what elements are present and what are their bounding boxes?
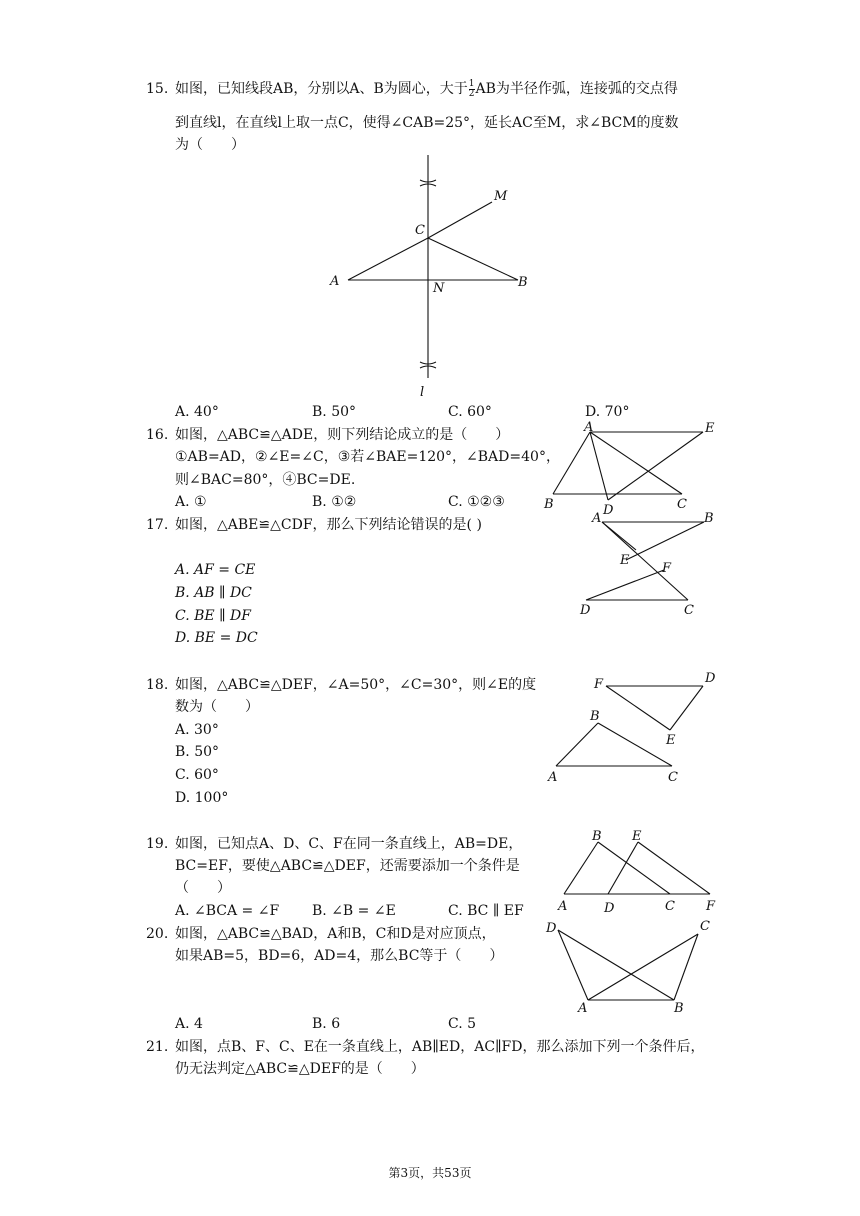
q19-number: 19. xyxy=(146,836,169,852)
q15-option-d: D. 70° xyxy=(585,404,630,420)
seg-FE xyxy=(606,686,670,730)
label-N: N xyxy=(433,281,445,296)
label-E: E xyxy=(632,829,642,844)
label-E: E xyxy=(666,733,676,748)
q18-option-c: C. 60° xyxy=(175,767,219,783)
q16-option-c: C. ①②③ xyxy=(448,494,505,510)
label-B: B xyxy=(518,275,528,290)
q15-line1-post: AB为半径作弧，连接弧的交点得 xyxy=(475,81,678,97)
label-C: C xyxy=(677,497,687,512)
segment-CB xyxy=(428,238,518,280)
q19-option-a: A. ∠BCA = ∠F xyxy=(175,903,280,919)
label-C: C xyxy=(668,770,678,785)
seg-AB xyxy=(556,723,598,766)
q19-figure xyxy=(550,826,725,918)
label-A: A xyxy=(592,511,602,526)
q20-figure xyxy=(540,916,720,1016)
q20-option-b: B. 6 xyxy=(312,1016,341,1032)
label-A: A xyxy=(330,274,340,289)
fraction-numerator: 1 xyxy=(468,78,475,89)
q20-line1: 如图，△ABC≌△BAD，A和B，C和D是对应顶点， xyxy=(175,926,496,942)
label-A: A xyxy=(584,420,594,435)
q18-line2: 数为（ ） xyxy=(175,699,259,715)
q16-figure xyxy=(540,418,730,516)
label-B: B xyxy=(590,709,600,724)
label-E: E xyxy=(705,421,715,436)
q19-line2: BC=EF，要使△ABC≌△DEF，还需要添加一个条件是 xyxy=(175,858,520,874)
label-A: A xyxy=(558,899,568,914)
label-A: A xyxy=(578,1001,588,1016)
seg-DE xyxy=(670,686,703,730)
label-M: M xyxy=(494,189,508,204)
q21-number: 21. xyxy=(146,1039,169,1055)
q20-option-c: C. 5 xyxy=(448,1016,477,1032)
label-B: B xyxy=(674,1001,684,1016)
q18-line1: 如图，△ABC≌△DEF，∠A=50°，∠C=30°，则∠E的度 xyxy=(175,677,537,693)
label-F: F xyxy=(706,899,716,914)
seg-DF xyxy=(586,570,664,600)
seg-DE xyxy=(608,432,703,500)
seg-DB xyxy=(558,930,674,1000)
q15-line3: 为（ ） xyxy=(175,137,245,153)
label-C: C xyxy=(665,899,675,914)
q16-option-a: A. ① xyxy=(175,494,207,510)
q21-line2: 仍无法判定△ABC≌△DEF的是（ ） xyxy=(175,1061,425,1077)
q18-number: 18. xyxy=(146,677,169,693)
seg-DA xyxy=(558,930,588,1000)
q15-line2: 到直线l，在直线l上取一点C，使得∠CAB=25°，延长AC至M，求∠BCM的度数 xyxy=(175,115,679,131)
label-B: B xyxy=(544,497,554,512)
q17-option-a: A. AF = CE xyxy=(175,562,256,578)
q15-option-c: C. 60° xyxy=(448,404,492,420)
seg-AC xyxy=(588,934,698,1000)
label-B: B xyxy=(592,829,602,844)
label-D: D xyxy=(705,671,716,686)
q15-number: 15. xyxy=(146,81,169,97)
q21-line1: 如图，点B、F、C、E在一条直线上，AB∥ED，AC∥FD，那么添加下列一个条件后， xyxy=(175,1039,705,1055)
label-C: C xyxy=(415,223,425,238)
q18-option-a: A. 30° xyxy=(175,722,219,738)
segment-AC xyxy=(348,238,428,280)
q15-line1 xyxy=(175,79,678,99)
q19-line1: 如图，已知点A、D、C、F在同一条直线上，AB=DE， xyxy=(175,836,523,852)
q15-option-a: A. 40° xyxy=(175,404,219,420)
label-C: C xyxy=(700,919,710,934)
q17-option-b: B. AB ∥ DC xyxy=(175,585,252,601)
label-D: D xyxy=(603,503,614,516)
q15-line1-pre: 如图，已知线段AB，分别以A、B为圆心，大于 xyxy=(175,81,468,97)
q19-line3: （ ） xyxy=(175,880,231,896)
seg-AB xyxy=(564,842,598,894)
q16-line2: ①AB=AD，②∠E=∠C，③若∠BAE=120°，∠BAD=40°， xyxy=(175,449,560,465)
q16-number: 16. xyxy=(146,427,169,443)
q16-option-b: B. ①② xyxy=(312,494,357,510)
q15-figure xyxy=(320,150,540,405)
q15-fraction xyxy=(469,80,475,99)
q17-line1: 如图，△ABE≌△CDF，那么下列结论错误的是( ) xyxy=(175,517,482,533)
label-D: D xyxy=(546,921,557,936)
q18-figure xyxy=(540,668,730,788)
label-B: B xyxy=(704,511,714,526)
q17-number: 17. xyxy=(146,517,169,533)
q19-option-c: C. BC ∥ EF xyxy=(448,903,524,919)
label-C: C xyxy=(684,603,694,618)
q19-option-b: B. ∠B = ∠E xyxy=(312,903,396,919)
seg-BC xyxy=(598,723,672,766)
fraction-denominator: 2 xyxy=(468,88,475,99)
q20-number: 20. xyxy=(146,926,169,942)
q18-option-b: B. 50° xyxy=(175,744,220,760)
seg-BC xyxy=(674,934,698,1000)
label-E: E xyxy=(620,553,630,568)
q17-option-d: D. BE = DC xyxy=(175,630,258,646)
q17-option-c: C. BE ∥ DF xyxy=(175,608,251,624)
q15-option-b: B. 50° xyxy=(312,404,357,420)
q18-option-d: D. 100° xyxy=(175,790,229,806)
q17-figure xyxy=(570,508,720,618)
label-D: D xyxy=(604,901,615,916)
page-footer: 第3页，共53页 xyxy=(388,1166,472,1180)
label-D: D xyxy=(580,603,591,618)
q16-line1: 如图，△ABC≌△ADE，则下列结论成立的是（ ） xyxy=(175,427,510,443)
label-F: F xyxy=(662,561,672,576)
ray-CM xyxy=(428,202,492,238)
label-F: F xyxy=(594,677,604,692)
label-l: l xyxy=(420,385,425,400)
q20-option-a: A. 4 xyxy=(175,1016,203,1032)
seg-EF xyxy=(638,842,710,894)
q16-line3: 则∠BAC=80°，④BC=DE. xyxy=(175,472,356,488)
label-A: A xyxy=(548,770,558,785)
seg-BA xyxy=(553,432,590,494)
q20-line2: 如果AB=5，BD=6，AD=4，那么BC等于（ ） xyxy=(175,948,504,964)
